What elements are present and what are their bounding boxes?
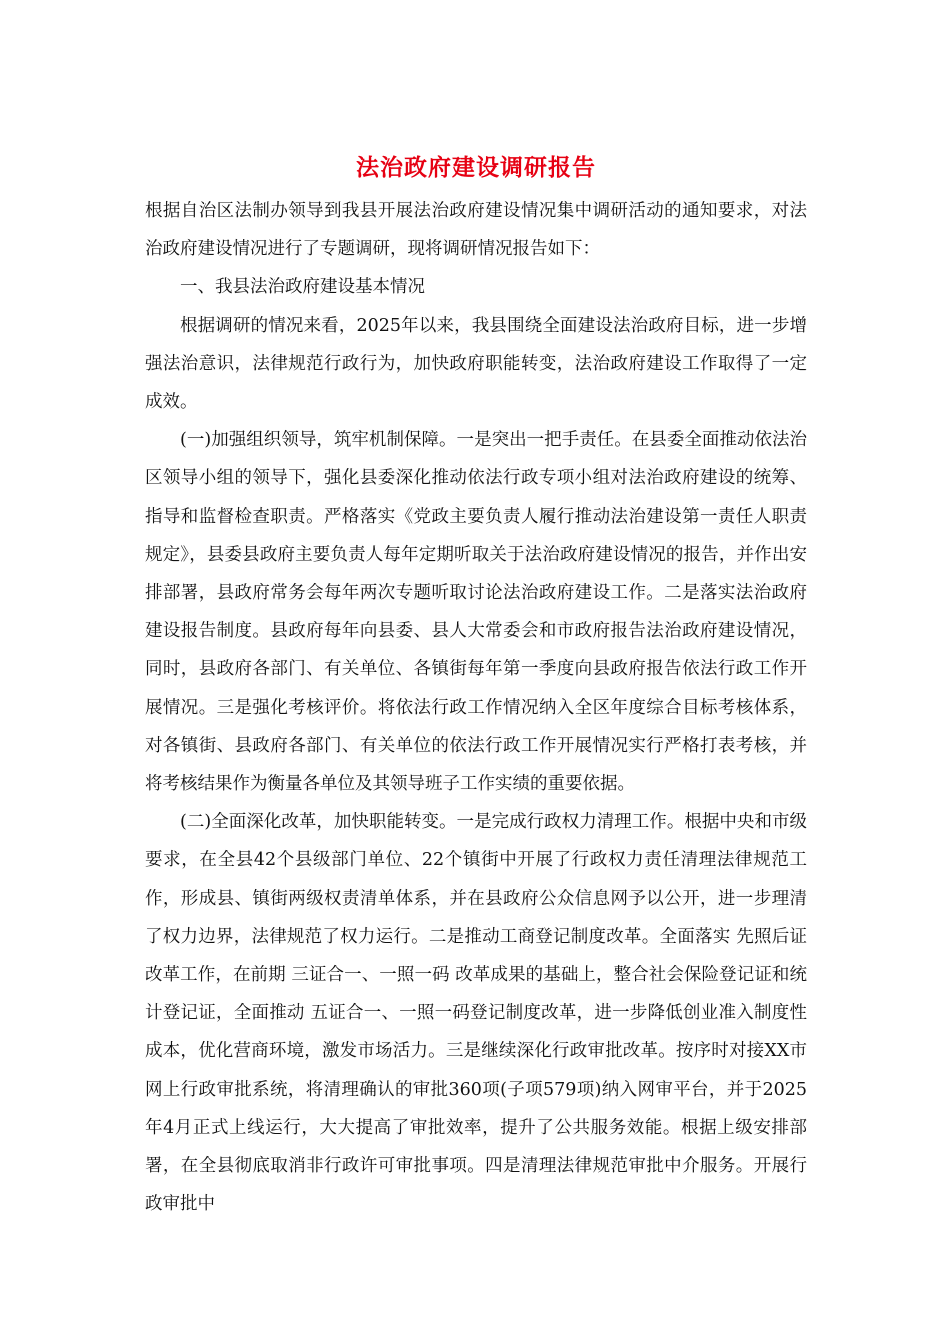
body-paragraph-3: (二)全面深化改革，加快职能转变。一是完成行政权力清理工作。根据中央和市级要求，在全县42个县级部门单位、22个镇街中开展了行政权力责任清理法律规范工作，形成县、镇街两级权责清单体系，并在县政府公众信息网予以公开，进一步理清了权力边界，法律规范了权力运行。二是推动工商登记制度改革。全面落实 先照后证 改革工作，在前期 三证合一、一照一码 改革成果的基础上，整合社会保险登记证和统计登记证，全面推动 五证合一、一照一码登记制度改革，进一步降低创业准入制度性成本，优化营商环境，激发市场活力。三是继续深化行政审批改革。按序时对接XX市网上行政审批系统，将清理确认的审批360项(子项579项)纳入网审平台，并于2025年4月正式上线运行，大大提高了审批效率，提升了公共服务效能。根据上级安排部署，在全县彻底取消非行政许可审批事项。四是清理法律规范审批中介服务。开展行政审批中	[145, 812, 807, 1215]
body-paragraph-1: 根据调研的情况来看，2025年以来，我县围绕全面建设法治政府目标，进一步增强法治意识，法律规范行政行为，加快政府职能转变，法治政府建设工作取得了一定成效。	[145, 315, 807, 413]
document-page	[145, 150, 807, 1223]
section-heading-1: 一、我县法治政府建设基本情况	[180, 277, 425, 298]
intro-paragraph: 根据自治区法制办领导到我县开展法治政府建设情况集中调研活动的通知要求，对法治政府建设情况进行了专题调研，现将调研情况报告如下：	[145, 201, 807, 260]
document-title: 法治政府建设调研报告	[356, 154, 596, 181]
body-paragraph-2: (一)加强组织领导，筑牢机制保障。一是突出一把手责任。在县委全面推动依法治区领导小组的领导下，强化县委深化推动依法行政专项小组对法治政府建设的统筹、指导和监督检查职责。严格落实《党政主要负责人履行推动法治建设第一责任人职责规定》，县委县政府主要负责人每年定期听取关于法治政府建设情况的报告，并作出安排部署，县政府常务会每年两次专题听取讨论法治政府建设工作。二是落实法治政府建设报告制度。县政府每年向县委、县人大常委会和市政府报告法治政府建设情况，同时，县政府各部门、有关单位、各镇街每年第一季度向县政府报告依法行政工作开展情况。三是强化考核评价。将依法行政工作情况纳入全区年度综合目标考核体系，对各镇街、县政府各部门、有关单位的依法行政工作开展情况实行严格打表考核，并将考核结果作为衡量各单位及其领导班子工作实绩的重要依据。	[145, 430, 807, 795]
